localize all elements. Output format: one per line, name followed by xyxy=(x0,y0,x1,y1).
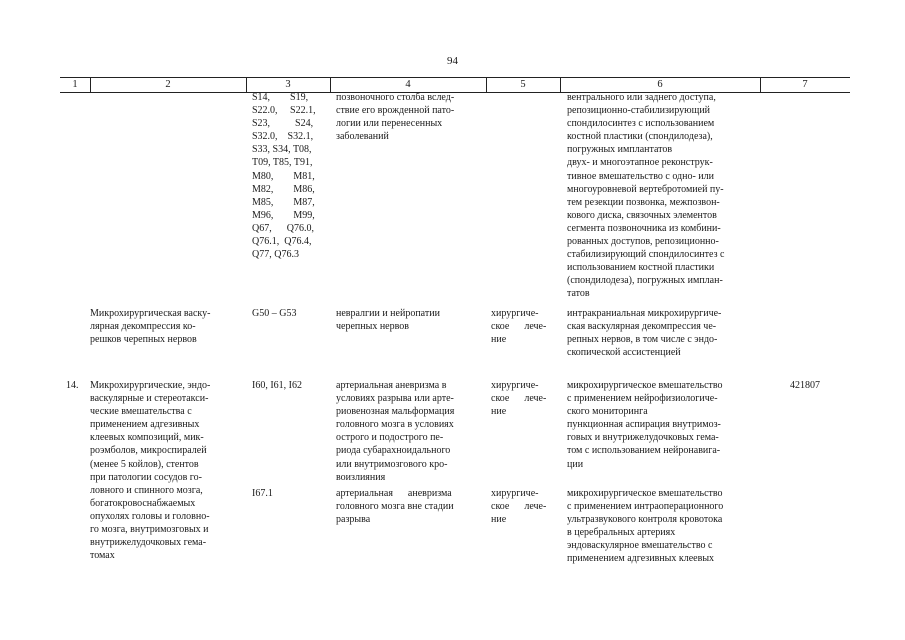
row-1-service-name: Микрохирургическая васку- лярная декомпрессия ко- решков черепных нервов xyxy=(90,308,211,346)
row-0-treatment-method: вентрального или заднего доступа, репозиционно-стабилизирующий спондилосинтез с использованием костной пластики (спондилодеза), погружных имплантатов двух- и многоэтапное реконструк- тивное вмешательство с одно- или многоуровневой вертебротомией пу- тем резекции позвонка, межпозвон- кового диска, связочных элементов сегмента позвоночника из комбини- рованных доступов, репозиционно- стабилизирующий спондилосинтез с использованием костной пластики (спондилодеза), погружных имплан- татов xyxy=(567,92,725,300)
row-1-condition: невралгии и нейропатии черепных нервов xyxy=(336,308,440,333)
header-col-1: 1 xyxy=(72,79,78,90)
row-2-treatment-type: хирургиче- ское лече- ние xyxy=(491,380,547,418)
row-2-cost: 421807 xyxy=(790,380,820,391)
row-3-treatment-method: микрохирургическое вмешательство с применением интраоперационного ультразвукового контроля кровотока в церебральных артериях эндоваскулярное вмешательство с применением адгезивных клеевых xyxy=(567,488,724,565)
row-2-condition: артериальная аневризма в условиях разрыва или арте- риовенозная мальформация головного мозга в условиях острого и подострого пе- риода субарахноидального или внутримозгового кро- воизлияния xyxy=(336,380,455,483)
row-3-treatment-type: хирургиче- ское лече- ние xyxy=(491,488,547,526)
row-1-treatment-type: хирургиче- ское лече- ние xyxy=(491,308,547,346)
row-1-treatment-method: интракраниальная микрохирургиче- ская васкулярная декомпрессия че- репных нервов, в том числе с эндо- скопической ассистенцией xyxy=(567,308,722,359)
header-col-7: 7 xyxy=(802,79,808,90)
row-2-service-name: Микрохирургические, эндо- васкулярные и стереотакси- ческие вмешательства с применением адгезивных клеевых композиций, мик- роэмболов, микроспиралей (менее 5 койлов), стентов при патологии сосудов го- ловного и спинного мозга, богатокровоснабжаемых опухолях головы и головно- го мозга, внутримозговых и внутрижелудочковых гема- томах xyxy=(90,380,211,562)
header-col-5: 5 xyxy=(520,79,526,90)
header-col-4: 4 xyxy=(405,79,411,90)
row-3-codes: I67.1 xyxy=(252,488,273,499)
row-1-codes: G50 – G53 xyxy=(252,308,297,319)
row-0-condition: позвоночного столба вслед- ствие его врожденной пато- логии или перенесенных заболеваний xyxy=(336,92,455,143)
row-3-condition: артериальная аневризма головного мозга вне стадии разрыва xyxy=(336,488,454,526)
page-number: 94 xyxy=(447,55,458,67)
row-2-treatment-method: микрохирургическое вмешательство с применением нейрофизиологиче- ского мониторинга пункционная аспирация внутримоз- говых и внутрижелудочковых гема- том с использованием нейронавига- ции xyxy=(567,380,723,470)
row-2-codes: I60, I61, I62 xyxy=(252,380,302,391)
row-0-codes: S14, S19, S22.0, S22.1, S23, S24, S32.0, S32.1, S33, S34, T08, T09, T85, T91, M80, M81, M82, M86, M85, M87, M96, M99, Q67, Q76.0, Q76.1, Q76.4, Q77, Q76.3 xyxy=(252,92,316,261)
row-2-number: 14. xyxy=(66,380,79,391)
header-col-2: 2 xyxy=(165,79,171,90)
header-col-6: 6 xyxy=(657,79,663,90)
header-col-3: 3 xyxy=(285,79,291,90)
